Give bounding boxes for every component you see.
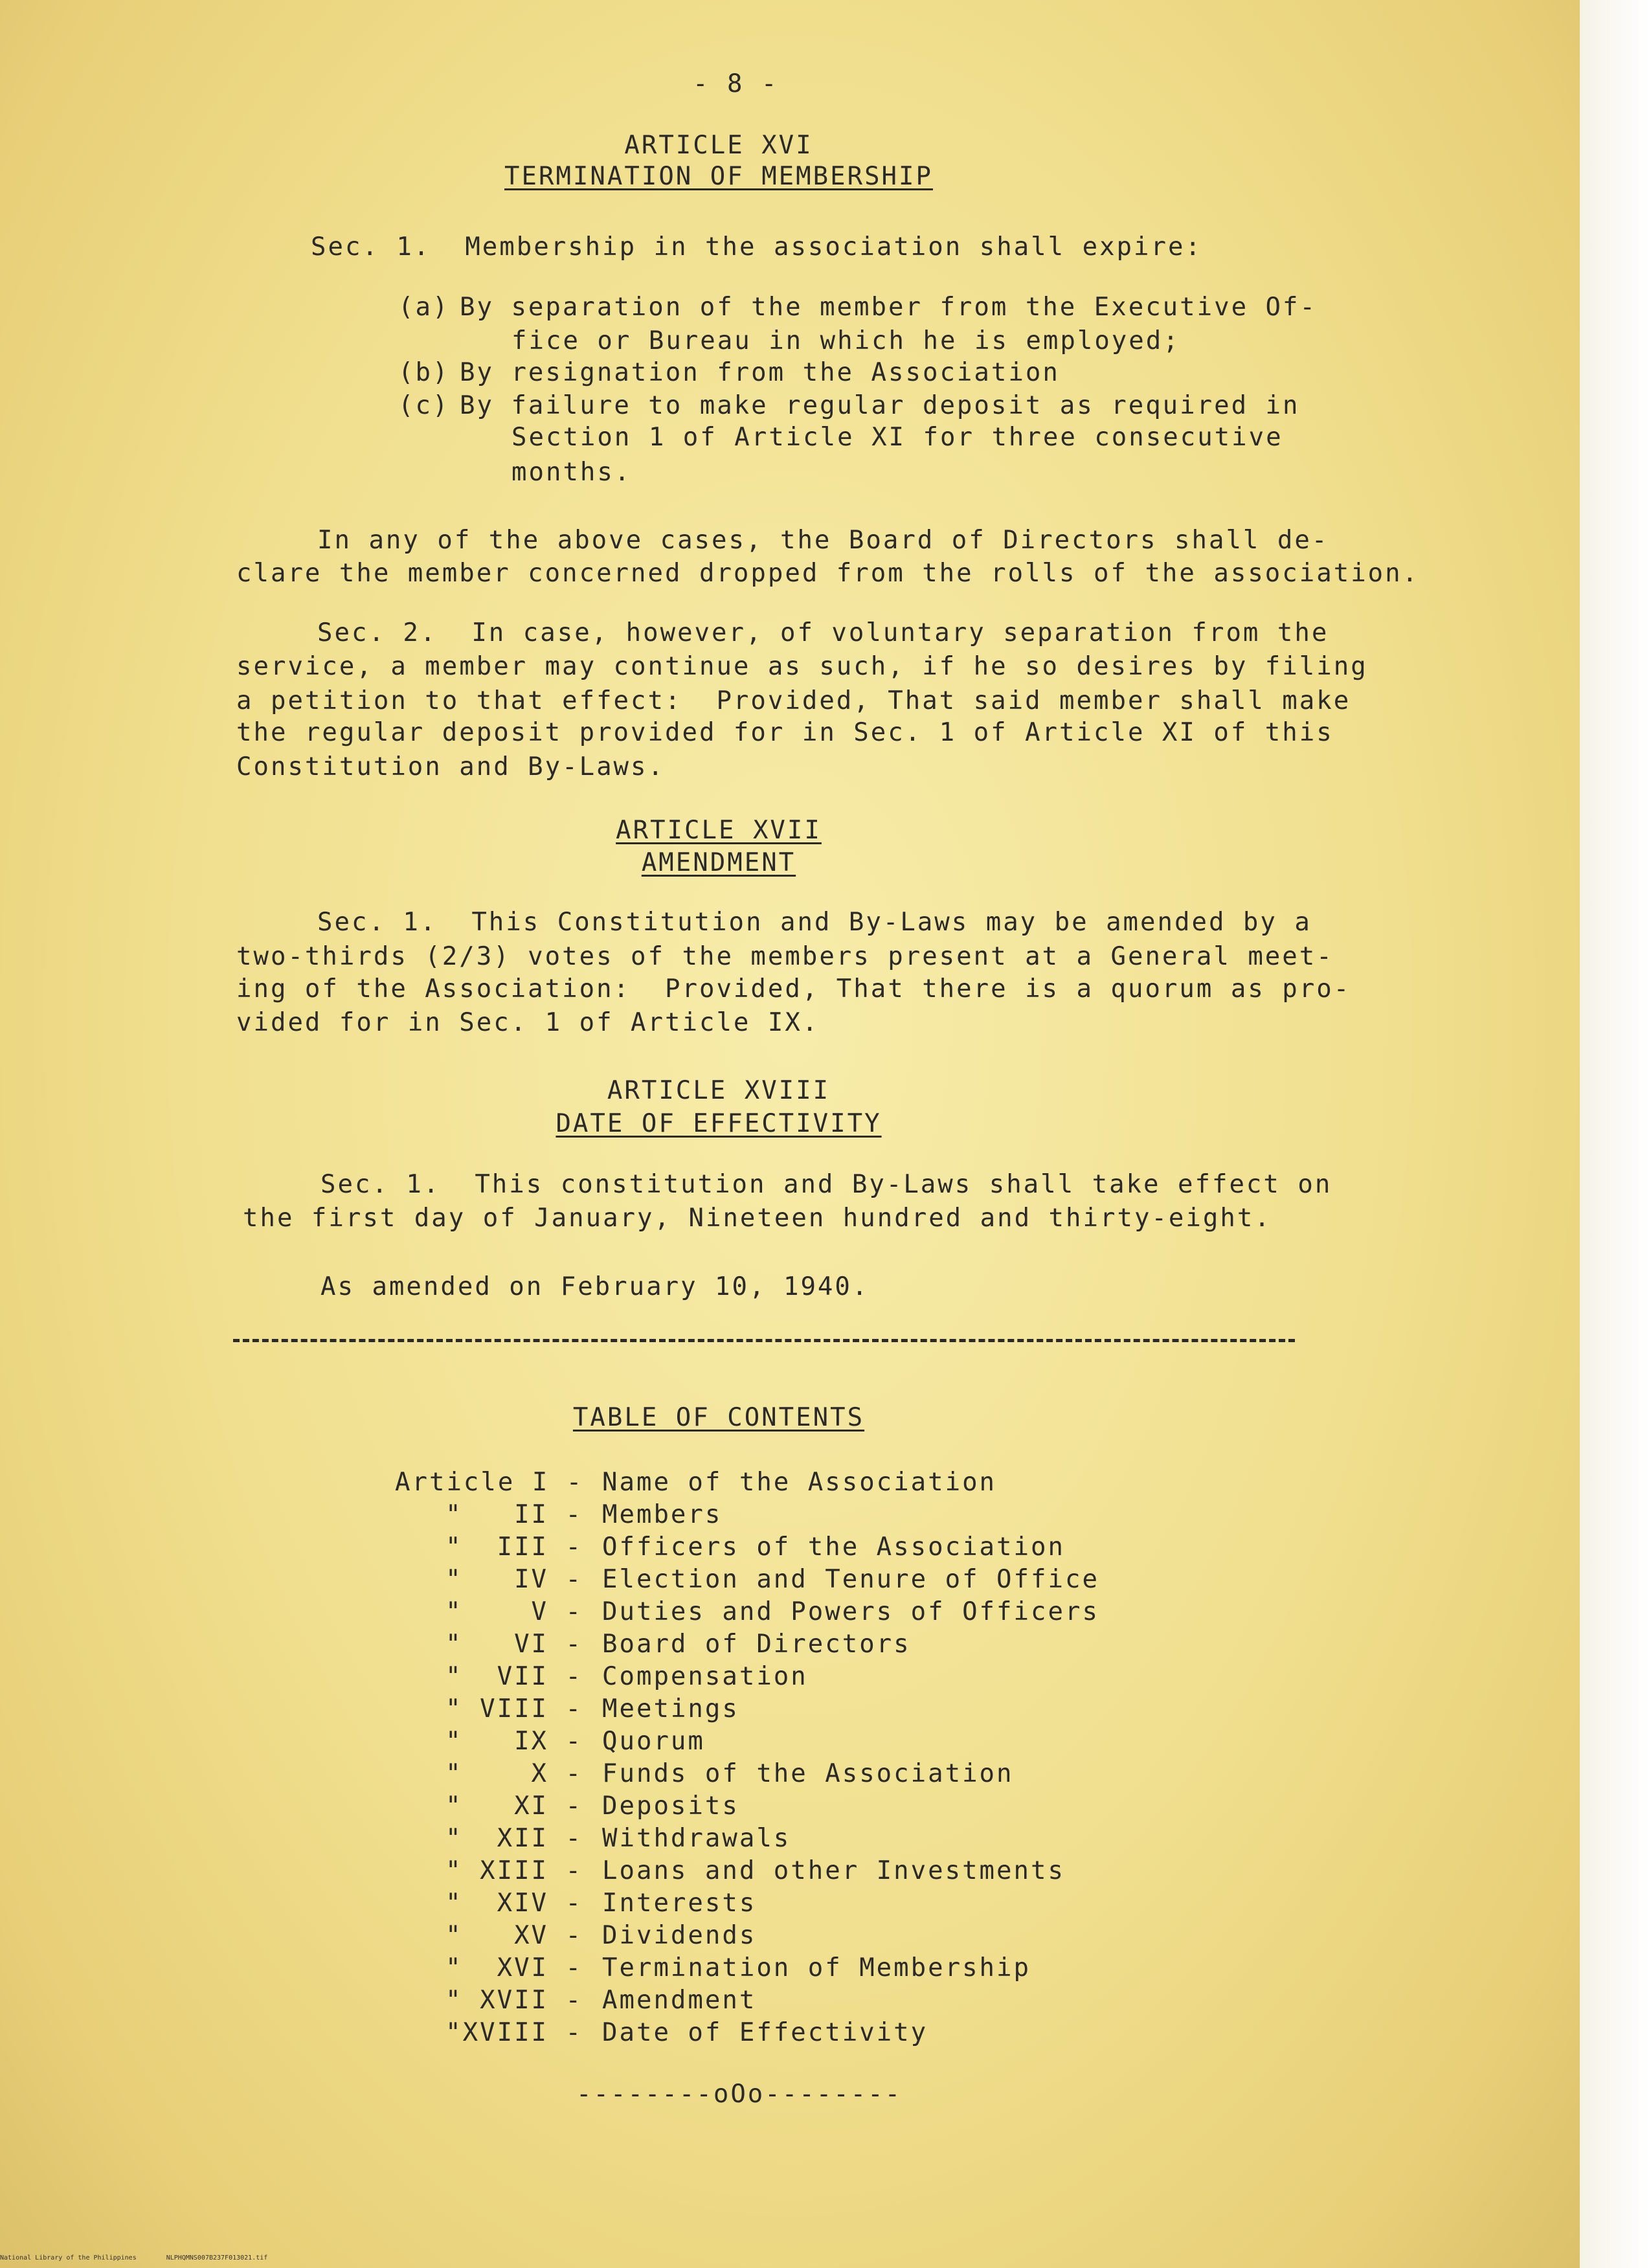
item-c-label: (c) xyxy=(398,391,450,420)
cases-line-1: In any of the above cases, the Board of Directors shall de- xyxy=(317,526,1329,555)
toc-num: " XVI - xyxy=(445,1953,583,1982)
article-17-subtitle: AMENDMENT xyxy=(641,848,796,877)
toc-num: " XII - xyxy=(445,1824,583,1853)
toc-entry-title: Termination of Membership xyxy=(602,1953,1031,1982)
toc-num: " VI - xyxy=(445,1630,583,1659)
toc-num: " VIII - xyxy=(445,1694,583,1723)
item-b-line-1: By resignation from the Association xyxy=(460,358,1060,387)
sec2-line-5: Constitution and By-Laws. xyxy=(236,752,665,781)
item-b-label: (b) xyxy=(398,358,450,387)
item-c-line-3: months. xyxy=(511,458,632,487)
sec2-line-2: service, a member may continue as such, if he so desires by filing xyxy=(236,652,1368,681)
article-18-title: ARTICLE XVIII xyxy=(607,1076,831,1105)
toc-num: "XVIII - xyxy=(445,2018,583,2047)
item-a-label: (a) xyxy=(398,293,450,322)
toc-num: " II - xyxy=(445,1500,583,1529)
toc-entry-title: Name of the Association xyxy=(602,1468,997,1497)
toc-num: " V - xyxy=(445,1597,583,1626)
toc-entry-title: Withdrawals xyxy=(602,1824,791,1853)
toc-num: " X - xyxy=(445,1759,583,1788)
toc-entry-title: Officers of the Association xyxy=(602,1533,1065,1562)
art17-sec1-line-2: two-thirds (2/3) votes of the members present at a General meet- xyxy=(236,942,1334,971)
toc-num: " IV - xyxy=(445,1565,583,1594)
toc-entry-title: Dividends xyxy=(602,1921,757,1950)
toc-entry-title: Duties and Powers of Officers xyxy=(602,1597,1099,1626)
article-16-title: ARTICLE XVI xyxy=(624,131,813,160)
toc-num: " IX - xyxy=(445,1727,583,1756)
item-c-line-1: By failure to make regular deposit as required in xyxy=(460,391,1300,420)
sec2-line-1: Sec. 2. In case, however, of voluntary separation from the xyxy=(317,618,1329,647)
toc-entry-title: Deposits xyxy=(602,1791,739,1821)
toc-entry-title: Board of Directors xyxy=(602,1630,911,1659)
toc-entry-title: Members xyxy=(602,1500,723,1529)
toc-num: " XV - xyxy=(445,1921,583,1950)
toc-num: " XIV - xyxy=(445,1889,583,1918)
sec2-line-3: a petition to that effect: Provided, That said member shall make xyxy=(236,686,1351,715)
art17-sec1-line-4: vided for in Sec. 1 of Article IX. xyxy=(236,1008,820,1037)
toc-entry-title: Amendment xyxy=(602,1986,757,2015)
toc-entry-title: Funds of the Association xyxy=(602,1759,1014,1788)
footer-source: National Library of the Philippines xyxy=(0,2254,137,2262)
scan-margin xyxy=(1580,0,1651,2268)
toc-entry-title: Loans and other Investments xyxy=(602,1856,1065,1885)
article-18-subtitle: DATE OF EFFECTIVITY xyxy=(556,1109,882,1138)
amended-note: As amended on February 10, 1940. xyxy=(320,1272,870,1301)
cases-line-2: clare the member concerned dropped from the rolls of the association. xyxy=(236,559,1420,588)
page-number: - 8 - xyxy=(693,69,779,98)
toc-num: " XIII - xyxy=(445,1856,583,1885)
article-16-subtitle: TERMINATION OF MEMBERSHIP xyxy=(504,162,933,191)
dashed-divider xyxy=(233,1339,1295,1342)
art18-sec1-line-1: Sec. 1. This constitution and By-Laws shall take effect on xyxy=(320,1170,1332,1199)
toc-num: " XVII - xyxy=(445,1986,583,2015)
toc-entry-title: Election and Tenure of Office xyxy=(602,1565,1099,1594)
toc-num: " VII - xyxy=(445,1662,583,1691)
toc-entry-title: Interests xyxy=(602,1889,757,1918)
footer-file: NLPHQMNS007B237F013021.tif xyxy=(166,2254,268,2262)
item-c-line-2: Section 1 of Article XI for three consecutive xyxy=(511,423,1283,452)
art17-sec1-line-3: ing of the Association: Provided, That there is a quorum as pro- xyxy=(236,974,1351,1004)
scan-footer xyxy=(0,2254,293,2262)
toc-num: Article I - xyxy=(395,1468,584,1497)
art17-sec1-line-1: Sec. 1. This Constitution and By-Laws may be amended by a xyxy=(317,908,1312,937)
toc-entry-title: Quorum xyxy=(602,1727,705,1756)
end-mark: --------oOo-------- xyxy=(576,2080,903,2109)
article-16-sec1-intro: Sec. 1. Membership in the association shall expire: xyxy=(311,232,1202,262)
toc-num: " III - xyxy=(445,1533,583,1562)
toc-entry-title: Date of Effectivity xyxy=(602,2018,928,2047)
sec2-line-4: the regular deposit provided for in Sec. 1 of Article XI of this xyxy=(236,718,1334,747)
article-17-title: ARTICLE XVII xyxy=(616,816,822,845)
toc-title: TABLE OF CONTENTS xyxy=(572,1403,865,1432)
toc-entry-title: Meetings xyxy=(602,1694,739,1723)
toc-num: " XI - xyxy=(445,1791,583,1821)
toc-entry-title: Compensation xyxy=(602,1662,808,1691)
item-a-line-1: By separation of the member from the Executive Of- xyxy=(460,293,1317,322)
item-a-line-2: fice or Bureau in which he is employed; xyxy=(511,326,1180,355)
art18-sec1-line-2: the first day of January, Nineteen hundred and thirty-eight. xyxy=(243,1204,1272,1233)
